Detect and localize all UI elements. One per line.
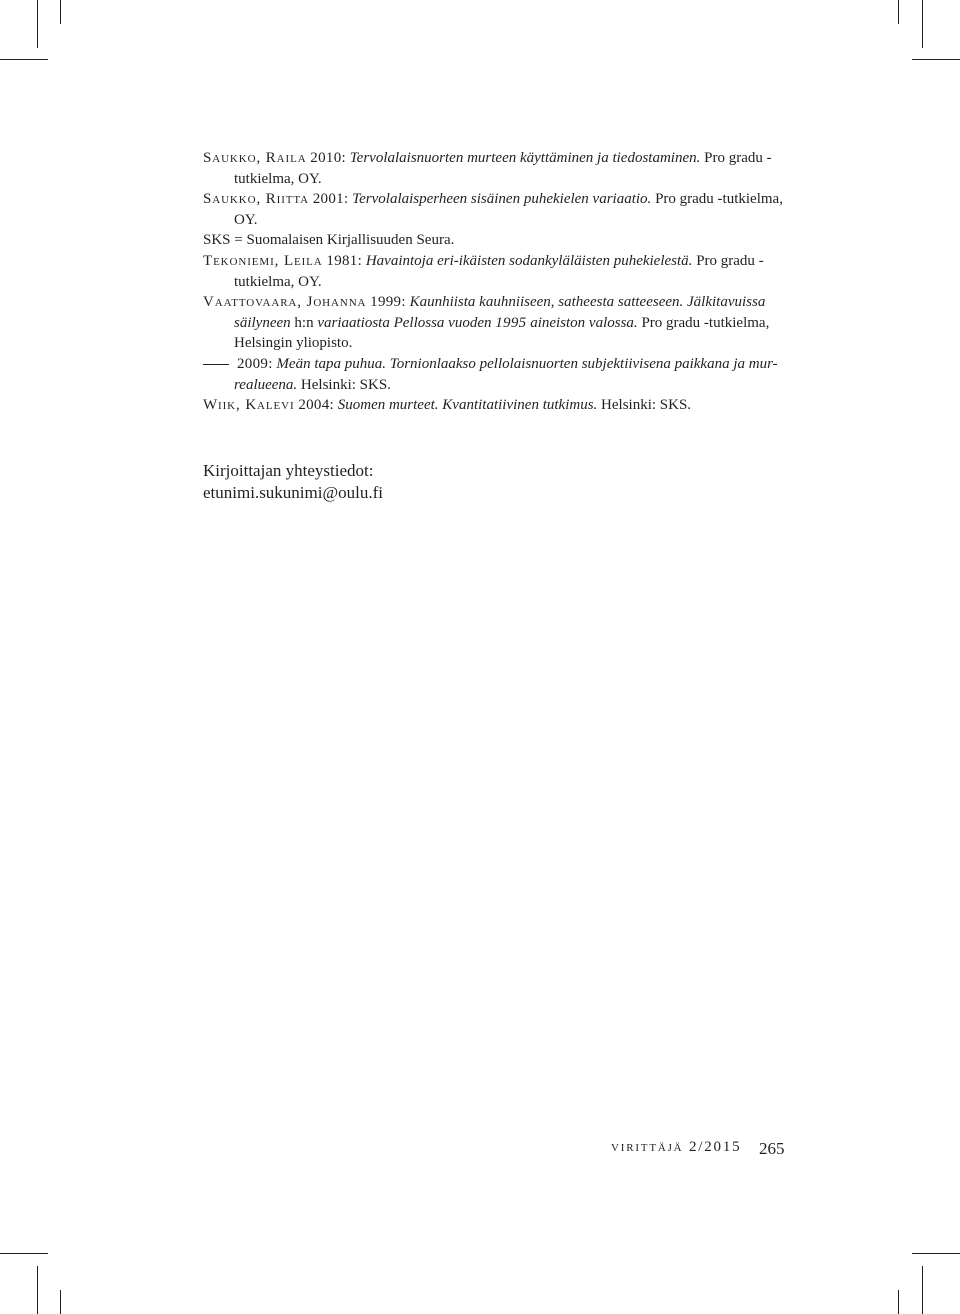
contact-heading: Kirjoittajan yhteystiedot: — [203, 461, 374, 480]
reference-entry — [203, 148, 783, 189]
reference-title-end: aineiston valossa. — [530, 314, 638, 331]
reference-abbreviation: SKS = Suomalaisen Kirjallisuuden Seura. — [203, 232, 455, 249]
reference-publication-cont: OY. — [234, 211, 258, 228]
reference-author: Saukko, Raila — [203, 150, 307, 166]
reference-entry — [203, 251, 783, 292]
reference-publication: Helsinki: SKS. — [601, 397, 692, 414]
reference-year: 2010: — [310, 150, 346, 166]
reference-title-cont: säilyneen — [234, 314, 291, 331]
crop-mark-top-left-vertical-2 — [60, 0, 61, 24]
reference-publication: Helsinki: SKS. — [300, 376, 391, 393]
crop-mark-bottom-left-horizontal-2 — [24, 1253, 48, 1254]
reference-title-year: 1995 — [495, 314, 527, 331]
crop-mark-bottom-right-vertical-2 — [898, 1290, 899, 1314]
reference-author: Tekoniemi, Leila — [203, 252, 323, 269]
crop-mark-bottom-right-horizontal-2 — [912, 1253, 936, 1254]
same-author-dash — [203, 364, 229, 365]
reference-year: 1981: — [326, 252, 363, 269]
reference-year: 1999: — [370, 294, 406, 311]
reference-title-cont: realueena. — [234, 376, 298, 393]
journal-name: virittäjä 2/2015 — [611, 1139, 742, 1155]
crop-mark-top-left-vertical — [37, 0, 38, 48]
reference-publication-cont: Helsingin yliopisto. — [234, 335, 353, 352]
crop-mark-top-right-horizontal-2 — [912, 59, 936, 60]
reference-author: Vaattovaara, Johanna — [203, 294, 367, 311]
reference-title: Suomen murteet. Kvantitatiivinen tutkimus. — [337, 397, 598, 414]
page-number: 265 — [759, 1139, 785, 1158]
reference-entry — [203, 230, 783, 251]
reference-list — [203, 148, 783, 416]
reference-author: Wiik, Kalevi — [203, 397, 295, 414]
reference-title: Havaintoja eri-ikäisten sodankyläläisten puhekielestä. — [365, 252, 693, 269]
crop-mark-top-left-horizontal — [0, 59, 24, 60]
reference-publication: Pro gradu — [696, 252, 755, 269]
crop-mark-bottom-right-horizontal — [936, 1253, 960, 1254]
crop-mark-top-left-horizontal-2 — [24, 59, 48, 60]
reference-author: Saukko, Riitta — [203, 191, 309, 208]
crop-mark-bottom-left-vertical — [37, 1266, 38, 1314]
page-footer — [611, 1139, 785, 1158]
reference-entry — [203, 395, 783, 416]
reference-publication: Pro gradu -tutkielma, — [655, 191, 783, 208]
reference-publication-cont: -tutkielma, OY. — [234, 150, 772, 187]
reference-entry — [203, 189, 783, 230]
crop-mark-top-right-vertical-2 — [898, 0, 899, 24]
reference-publication: Pro gradu — [704, 150, 763, 166]
crop-mark-bottom-right-vertical — [922, 1266, 923, 1314]
reference-title-cont: variaatiosta Pellossa vuoden — [317, 314, 492, 331]
reference-title-letter: h:n — [294, 314, 314, 331]
reference-publication-cont: -tutkielma, OY. — [234, 252, 764, 290]
contact-email: etunimi.sukunimi@oulu.fi — [203, 483, 383, 502]
reference-year: 2004: — [298, 397, 334, 414]
crop-mark-top-right-vertical — [922, 0, 923, 48]
author-contact — [203, 460, 383, 504]
reference-year: 2001: — [312, 191, 349, 208]
reference-entry — [203, 354, 783, 395]
reference-title: Kaunhiista kauhniiseen, satheesta satteeseen. Jälkitavuissa — [409, 294, 766, 311]
reference-title: Meän tapa puhua. Tornionlaakso pellolaisnuorten subjektiivisena paikkana ja mur- — [276, 355, 778, 372]
crop-mark-bottom-left-horizontal — [0, 1253, 24, 1254]
crop-mark-top-right-horizontal — [936, 59, 960, 60]
reference-entry — [203, 292, 783, 354]
reference-title: Tervolalaisnuorten murteen käyttäminen ja tiedostaminen. — [349, 150, 701, 166]
reference-title: Tervolalaisperheen sisäinen puhekielen variaatio. — [352, 191, 652, 208]
reference-publication: Pro gradu -tutkielma, — [641, 314, 770, 331]
reference-year: 2009: — [237, 355, 273, 372]
crop-mark-bottom-left-vertical-2 — [60, 1290, 61, 1314]
